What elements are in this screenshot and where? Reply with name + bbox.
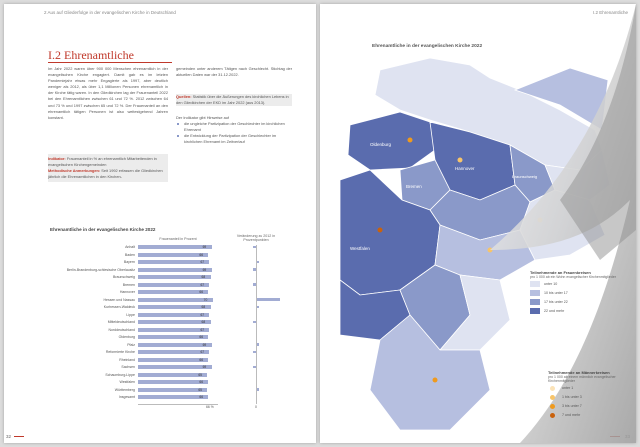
method-label: Methodische Anmerkungen: <box>48 168 101 173</box>
chart-value-label: 69 <box>202 365 207 369</box>
chart-category-label: Hannover <box>119 290 135 294</box>
legend-label: 22 und mehr <box>544 309 565 313</box>
chart-axis-tick: 0 <box>255 404 257 409</box>
legend-swatch <box>530 299 540 305</box>
map-title: Ehrenamtliche in der evangelischen Kirche 2022 <box>372 44 483 49</box>
legend-label: unter 10 <box>544 282 558 286</box>
body-text-column-1: Im Jahr 2022 waren über 900 000 Menschen ehrenamtlich in der evangelischen Kirche engagiert. Damit gab es im letzten Pandemiejahr etwas mehr Engagierte als 1997, aber deutlich weniger als 2012, als über 1,1 Millionen Personen ehrenamtlich in der Kirche tätig waren. In den Gliedkirchen lag der Frauenanteil 2022 bei den Ehrenamtlichen zwischen 61 und 72 %. 2012 zwischen 64 und 73 % und 1997 zwischen 65 und 72 %. Der Frauenanteil an den ehrenamtlich tätigen Personen ist also weitestgehend Jahren konstant. <box>48 66 168 120</box>
legend-dot <box>550 386 555 391</box>
chart-category-label: Schaumburg-Lippe <box>105 372 135 377</box>
chart-value-label: 69 <box>202 342 207 347</box>
chart-category-label: Mitteldeutschland <box>107 320 135 324</box>
chart-category-label: Westfalen <box>119 380 135 384</box>
chart-category-label: Hessen und Nassau <box>103 297 135 302</box>
chart-category-label: Württemberg <box>114 387 135 392</box>
chart-value-label: 67 <box>200 260 205 264</box>
legend-label: 17 bis unter 22 <box>544 300 568 304</box>
legend-men-subtitle: pro 1 000 ab einem männlich evangelischer Kirchenmitglieder <box>548 375 616 383</box>
chart-value-label: 68 <box>201 305 206 309</box>
chart-category-label: Bayern <box>123 260 135 264</box>
chart-category-label: Anhalt <box>125 245 135 249</box>
legend-dot <box>550 413 555 418</box>
chart-axis-tick: 66 % <box>206 404 214 409</box>
legend-item <box>548 411 636 419</box>
legend-item <box>548 384 636 392</box>
chart-category-label: Baden <box>124 252 135 257</box>
chart-category-label: Braunschweig <box>113 275 135 279</box>
chart-column-head-share: Frauenanteil in Prozent <box>159 237 197 241</box>
chart-value-label: 65 <box>198 372 202 377</box>
bullet-item: die Entwicklung der Partizipation der Geschlechter im kirchlichen Ehrenamt im Zeitverlauf <box>176 133 292 145</box>
legend-swatch <box>530 290 540 296</box>
chart-value-label: 66 <box>199 380 204 384</box>
chart-value-label: 67 <box>200 282 205 287</box>
chart-value-label: 65 <box>198 387 202 392</box>
chart-category-label: Pfalz <box>127 342 135 347</box>
chart-category-label: Lippe <box>126 312 135 317</box>
body-text-column-2: gemeinden unter anderem Tätigen nach Geschlecht. Stichtag der aktuellen Daten war der 31.12.2022. <box>176 66 292 78</box>
chart-category-label: Norddeutschland <box>108 327 135 332</box>
chart-category-label: Oldenburg <box>118 335 135 339</box>
chart-category-label: Rheinland <box>119 357 135 362</box>
chart-value-label: 67 <box>200 350 205 354</box>
legend-men-title: Teilnehmende an Männerkreisen <box>548 370 610 375</box>
chart-title: Ehrenamtliche in der evangelischen Kirche 2022 <box>50 227 156 232</box>
source-label: Quellen: <box>176 94 192 99</box>
chart-value-label: 68 <box>201 275 206 279</box>
map-label-hannover: Hannover <box>455 166 475 171</box>
legend-women <box>530 270 630 315</box>
running-head-right: I.2 Ehrenamtliche <box>592 10 628 15</box>
source-text: Statistik über die Äußerungen des kirchlichen Lebens in den Gliedkirchen der EKD im Jahr 2022 (aus 2013). <box>176 94 289 105</box>
legend-women-title: Teilnehmende an Frauenkreisen <box>530 270 591 275</box>
legend-women-subtitle: pro 1 000 ab ein Wohn evangelischer Kirchenmitglieder <box>530 275 616 279</box>
map-label-westfalen: Westfalen <box>350 246 370 251</box>
chart-value-label: 67 <box>200 312 205 317</box>
legend-dot <box>550 395 555 400</box>
chart-category-label: Sachsen <box>121 365 135 369</box>
chart-value-label: 70 <box>203 297 208 302</box>
chart-category-label: Berlin-Brandenburg-schlesische Oberlausitz <box>66 267 135 272</box>
chart-category-label: Reformierte Kirche <box>105 350 135 354</box>
bullet-item: die ungleiche Partizipation der Geschlechter im kirchlichen Ehrenamt <box>176 121 292 133</box>
legend-dot <box>550 404 555 409</box>
section-title: I.2 Ehrenamtliche <box>48 48 134 62</box>
legend-item <box>530 307 630 315</box>
legend-swatch <box>530 308 540 314</box>
chart-column-head-change: Veränderung zu 2012 in Prozentpunkten <box>236 234 276 242</box>
map-label-oldenburg: Oldenburg <box>370 142 392 147</box>
chart-value-label: 68 <box>201 320 206 324</box>
legend-men <box>548 370 636 419</box>
legend-item <box>530 289 630 297</box>
legend-label: 10 bis unter 17 <box>544 291 568 295</box>
chart-value-label: 66 <box>199 290 204 294</box>
map-label-bremen: Bremen <box>406 184 422 189</box>
chart-value-label: 66 <box>199 395 204 399</box>
legend-item <box>530 298 630 306</box>
legend-label: unter 1 <box>562 386 574 390</box>
indicator-text: Frauenanteil in % an ehrenamtlich Mitarbeitenden in evangelischen Kirchengemeinden <box>48 156 157 167</box>
legend-label: 7 und mehr <box>562 413 581 417</box>
chart-value-label: 67 <box>200 327 205 332</box>
page-number-left: 32 <box>6 434 12 439</box>
running-head-left: 2 Aus auf Gliederfolge in der evangelischen Kirche in Deutschland <box>44 10 176 15</box>
map-label-braunschweig: Braunschweig <box>512 174 538 179</box>
chart-value-label: 66 <box>199 357 204 362</box>
legend-label: 1 bis unter 3 <box>562 395 582 399</box>
chart-value-label: 66 <box>199 252 204 257</box>
indicator-intro: Der Indikator gibt Hinweise auf <box>176 115 229 120</box>
chart-value-label: 69 <box>202 267 207 272</box>
legend-swatch <box>530 281 540 287</box>
chart-value-label: 69 <box>202 245 207 249</box>
legend-item <box>530 280 630 288</box>
indicator-label: Indikator: <box>48 156 66 161</box>
legend-label: 3 bis unter 7 <box>562 404 582 408</box>
legend-item <box>548 393 636 401</box>
method-text: Seit 1992 erfassen die Gliedkirchen jährlich die Ehrenamtlichen in den Kirchen- <box>48 168 163 179</box>
chart-category-label: Bremen <box>122 282 135 287</box>
legend-item <box>548 402 636 410</box>
chart-category-label: Kurhessen-Waldeck <box>103 305 135 309</box>
chart-value-label: 66 <box>199 335 204 339</box>
chart-category-label: Insgesamt <box>118 395 135 399</box>
